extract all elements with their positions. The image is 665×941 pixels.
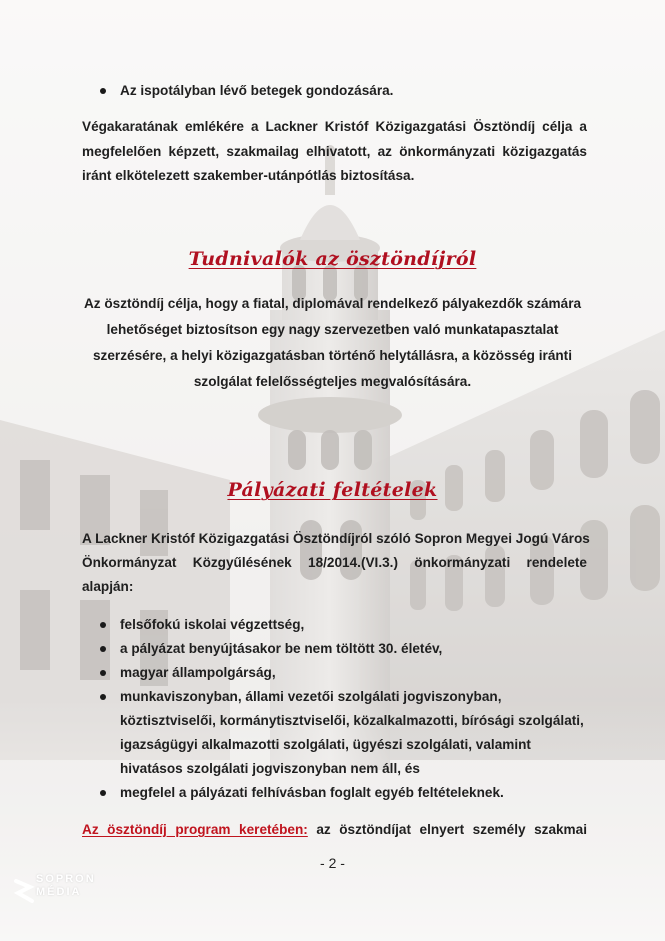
logo-line-1: SOPRON <box>36 873 96 885</box>
about-line-3: szerzésére, a helyi közigazgatásban történő helytállásra, a közösség iránti <box>93 348 572 363</box>
about-line-2: lehetőséget biztosítson egy nagy szervezetben való munkatapasztalat <box>106 322 559 337</box>
top-bullet-text: Az ispotályban lévő betegek gondozására. <box>120 83 394 98</box>
bullet-icon <box>100 88 106 94</box>
condition-item: megfelel a pályázati felhívásban foglalt egyéb feltételeknek. <box>120 785 504 800</box>
condition-item: munkaviszonyban, állami vezetői szolgálati jogviszonyban, <box>120 689 502 704</box>
page-number: - 2 - <box>320 855 345 871</box>
conditions-intro-line-3: alapján: <box>82 579 134 594</box>
about-line-1: Az ösztöndíj célja, hogy a fiatal, diplomával rendelkező pályakezdők számára <box>83 296 582 311</box>
bullet-icon <box>100 694 106 700</box>
intro-line-3: iránt elkötelezett szakember-utánpótlás biztosítása. <box>82 168 415 183</box>
bullet-icon <box>100 646 106 652</box>
condition-item-continued: köztisztviselői, kormánytisztviselői, közalkalmazotti, bírósági szolgálati, <box>120 713 584 728</box>
logo-line-2: MÉDIA <box>36 886 82 898</box>
bullet-icon <box>100 670 106 676</box>
bullet-icon <box>100 790 106 796</box>
condition-item-continued: hivatásos szolgálati jogviszonyban nem áll, és <box>120 761 420 776</box>
program-line <box>82 818 587 841</box>
condition-item: a pályázat benyújtásakor be nem töltött 30. életév, <box>120 641 443 656</box>
program-label: Az ösztöndíj program keretében: <box>82 822 308 837</box>
logo-text <box>36 873 96 899</box>
condition-item: felsőfokú iskolai végzettség, <box>120 617 305 632</box>
about-line-4: szolgálat felelősségteljes megvalósítására. <box>193 374 472 389</box>
condition-item: magyar állampolgárság, <box>120 665 276 680</box>
conditions-intro-line-1: A Lackner Kristóf Közigazgatási Ösztöndíjról szóló Sopron Megyei Jogú Város <box>82 531 590 546</box>
condition-item-continued: igazságügyi alkalmazotti szolgálati, ügyészi szolgálati, valamint <box>120 737 531 752</box>
heading-tudnivalok: Tudnivalók az ösztöndíjról <box>188 248 477 270</box>
heading-palyazati-feltetelek: Pályázati feltételek <box>227 479 438 501</box>
intro-line-1: Végakaratának emlékére a Lackner Kristóf Közigazgatási Ösztöndíj célja a <box>82 119 587 134</box>
conditions-intro-line-2: Önkormányzat Közgyűlésének 18/2014.(VI.3.) önkormányzati rendelete <box>82 555 587 570</box>
bullet-icon <box>100 622 106 628</box>
intro-line-2: megfelelően képzett, szakmailag elhivatott, az önkormányzati közigazgatás <box>82 144 587 159</box>
program-text: az ösztöndíjat elnyert személy szakmai <box>307 822 587 837</box>
